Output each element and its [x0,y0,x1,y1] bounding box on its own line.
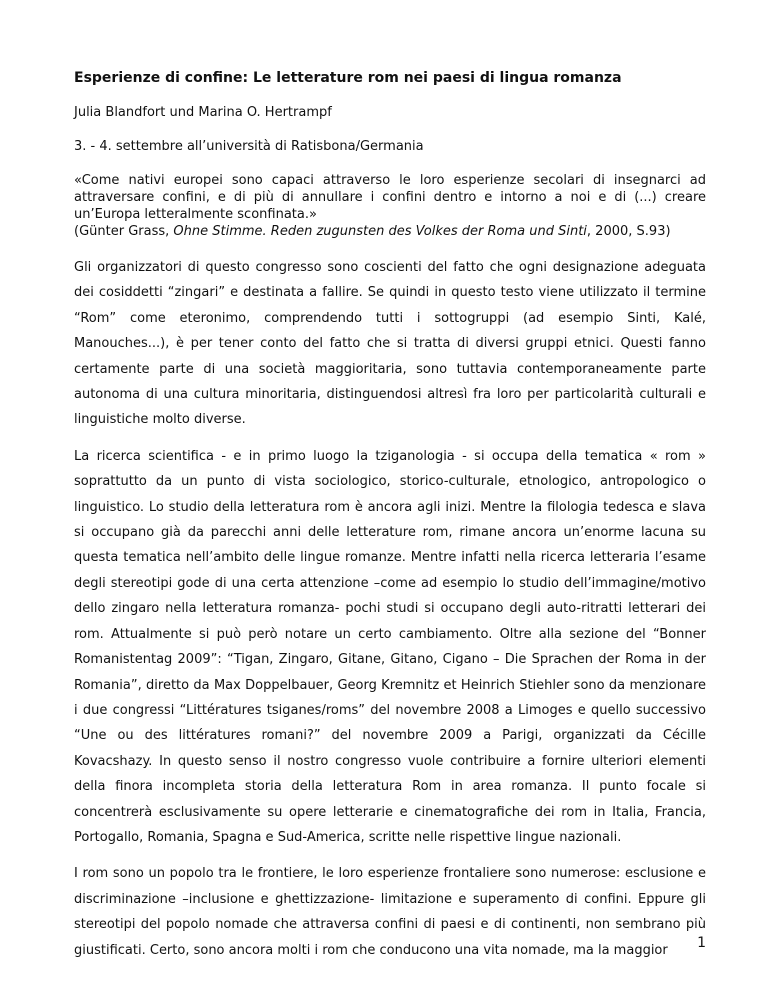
document-title: Esperienze di confine: Le letterature rom nei paesi di lingua romanza [74,70,622,86]
page-number: 1 [697,935,706,951]
quote-source-post: , 2000, S.93) [586,224,671,239]
paragraph-2: La ricerca scientifica - e in primo luogo la tziganologia - si occupa della tematica « rom » soprattutto da un punto di vista sociologico, storico-culturale, etnologico, antropologico o linguistico. Lo studio della letteratura rom è ancora agli inizi. Mentre la filologia tedesca e slava si occupano già da parecchi anni delle letterature rom, rimane ancora un’enorme lacuna su questa tematica nell’ambito delle lingue romanze. Mentre infatti nella ricerca letteraria l’esame degli stereotipi gode di una certa attenzione –come ad esempio lo studio dell’immagine/motivo dello zingaro nella letteratura romanza- pochi studi si occupano degli auto-ritratti letterari dei rom. Attualmente si può però notare un certo cambiamento. Oltre alla sezione del “Bonner Romanistentag 2009”: “Tigan, Zingaro, Gitane, Gitano, Cigano – Die Sprachen der Roma in der Romania”, diretto da Max Doppelbauer, Georg Kremnitz et Heinrich Stiehler sono da menzionare i due congressi “Littératures tsiganes/roms” del novembre 2008 a Limoges e quello successivo “Une ou des littératures romani?” del novembre 2009 a Parigi, organizzati da Cécille Kovacshazy. In questo senso il nostro congresso vuole contribuire a fornire ulteriori elementi della finora incompleta storia della letteratura Rom in area romanza. Il punto focale si concentrerà esclusivamente su opere letterarie e cinematografiche dei rom in Italia, Francia, Portogallo, Romania, Spagna e Sud-America, scritte nelle rispettive lingue nazionali. [74,448,706,845]
epigraph-quote [74,172,706,240]
quote-text: «Come nativi europei sono capaci attraverso le loro esperienze secolari di insegnarci ad attraversare confini, e di più di annullare i confini dentro e intorno a noi e di (...) creare un’Europa letteralmente sconfinata.» [74,173,706,222]
quote-source-pre: (Günter Grass, [74,224,174,239]
paragraph-1: Gli organizzatori di questo congresso sono coscienti del fatto che ogni designazione adeguata dei cosiddetti “zingari” e destinata a fallire. Se quindi in questo testo viene utilizzato il termine “Rom” come eteronimo, comprendendo tutti i sottogruppi (ad esempio Sinti, Kalé, Manouches...), è per tener conto del fatto che si tratta di diversi gruppi etnici. Questi fanno certamente parte di una società maggioritaria, sono tuttavia contemporaneamente parte autonoma di una cultura minoritaria, distinguendosi altresì fra loro per particolarità culturali e linguistiche molto diverse. [74,260,706,428]
date-place-line: 3. - 4. settembre all’università di Ratisbona/Germania [74,139,424,154]
quote-source [74,223,706,240]
authors-line: Julia Blandfort und Marina O. Hertrampf [74,105,332,120]
quote-source-title: Ohne Stimme. Reden zugunsten des Volkes der Roma und Sinti [173,224,587,239]
paragraph-3: I rom sono un popolo tra le frontiere, le loro esperienze frontaliere sono numerose: esclusione e discriminazione –inclusione e ghettizzazione- limitazione e superamento di confini. Eppure gli stereotipi del popolo nomade che attraversa confini di paesi e di continenti, non sembrano più giustificati. Certo, sono ancora molti i rom che conducono una vita nomade, ma la maggior [74,866,706,958]
